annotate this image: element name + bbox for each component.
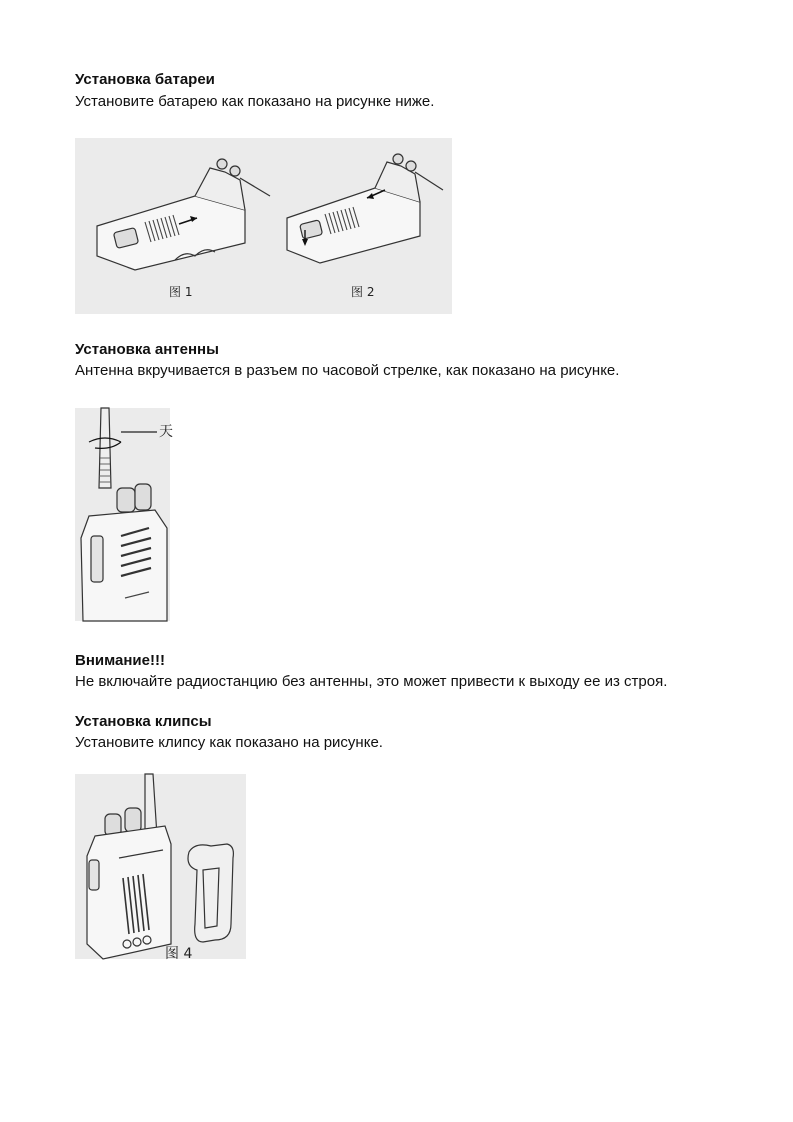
radio-battery-illustration-1 xyxy=(97,159,270,270)
battery-figure xyxy=(75,138,452,314)
radio-battery-illustration-2 xyxy=(287,154,443,263)
radio-antenna-illustration xyxy=(81,408,167,621)
battery-heading: Установка батареи xyxy=(75,71,215,88)
clip-figure-caption: 图 4 xyxy=(165,946,193,962)
warning-heading: Внимание!!! xyxy=(75,652,165,669)
antenna-figure-label: 天 xyxy=(159,424,173,440)
battery-figure-caption-2: 图 2 xyxy=(351,285,375,299)
battery-text: Установите батарею как показано на рисунке ниже. xyxy=(75,93,435,110)
clip-text: Установите клипсу как показано на рисунке. xyxy=(75,734,383,751)
radio-clip-illustration xyxy=(87,774,233,959)
warning-text: Не включайте радиостанцию без антенны, это может привести к выходу ее из строя. xyxy=(75,673,668,690)
battery-figure-caption-1: 图 1 xyxy=(169,285,193,299)
antenna-heading: Установка антенны xyxy=(75,341,219,358)
clip-heading: Установка клипсы xyxy=(75,713,212,730)
antenna-text: Антенна вкручивается в разъем по часовой стрелке, как показано на рисунке. xyxy=(75,362,620,379)
antenna-figure xyxy=(75,408,173,621)
clip-figure xyxy=(75,774,246,962)
